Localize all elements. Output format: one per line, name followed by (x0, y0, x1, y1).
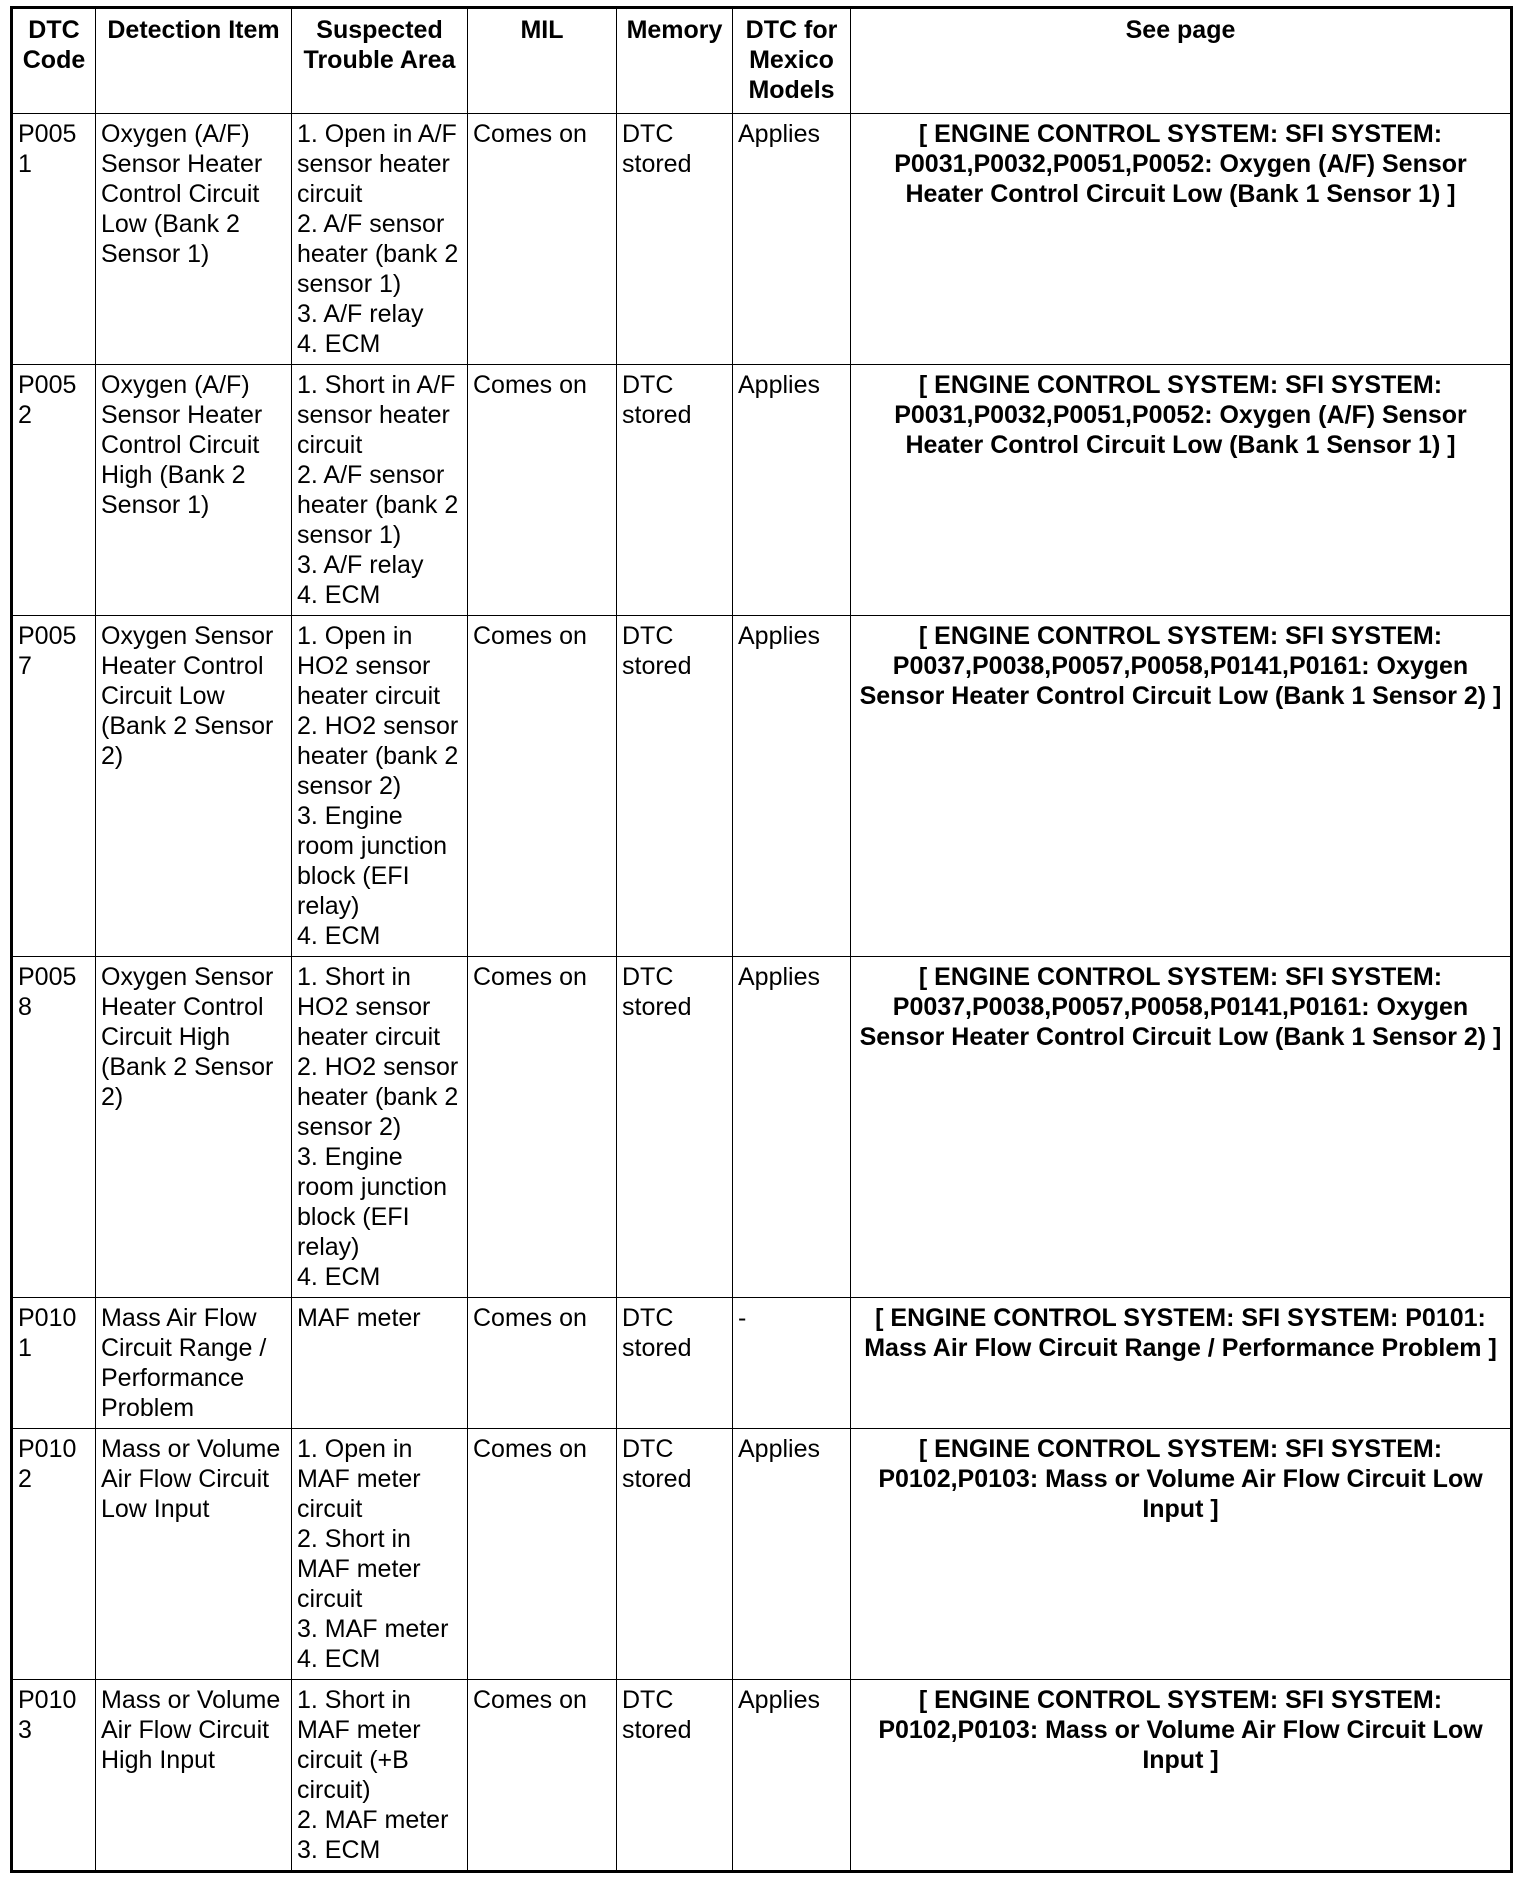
table-row (12, 365, 1512, 616)
cell-line: Oxygen (A/F) (101, 371, 250, 399)
cell-line: Input ] (1142, 1746, 1219, 1774)
cell-line: Air Flow Circuit (101, 1716, 270, 1744)
suspected-trouble-area-cell (292, 957, 468, 1298)
cell-line: DTC (622, 1686, 674, 1714)
header-memory (617, 8, 733, 114)
memory-cell (617, 114, 733, 365)
cell-line: [ ENGINE CONTROL SYSTEM: SFI SYSTEM: (918, 1686, 1443, 1714)
see-page-link[interactable] (851, 1298, 1512, 1429)
cell-line: DTC (622, 963, 674, 991)
cell-line: 1. Open in A/F (297, 120, 457, 148)
cell-line: circuit) (297, 1776, 371, 1804)
cell-line: 4. ECM (297, 1263, 381, 1291)
cell-line: 1. Open in (297, 1435, 413, 1463)
cell-line: Heater Control Circuit Low (Bank 1 Sensor 1) ] (905, 180, 1456, 208)
dtc-code-cell: P0058 (12, 957, 96, 1298)
mexico-models-cell: Applies (733, 1680, 851, 1872)
cell-line: MAF meter (297, 1716, 421, 1744)
dtc-code-cell: P0101 (12, 1298, 96, 1429)
cell-line: stored (622, 652, 692, 680)
cell-line: P0037,P0038,P0057,P0058,P0141,P0161: Oxygen (892, 993, 1469, 1021)
table-row (12, 616, 1512, 957)
cell-line: heater circuit (297, 682, 441, 710)
cell-line: heater (bank 2 (297, 1083, 459, 1111)
cell-line: Detection Item (107, 16, 280, 44)
table-row (12, 1680, 1512, 1872)
cell-line: [ ENGINE CONTROL SYSTEM: SFI SYSTEM: (918, 963, 1443, 991)
cell-line: Sensor 1) (101, 240, 210, 268)
cell-line: MIL (520, 16, 564, 44)
cell-line: relay) (297, 1233, 360, 1261)
cell-line: 2. MAF meter (297, 1806, 449, 1834)
suspected-trouble-area-cell (292, 1680, 468, 1872)
cell-line: 2. A/F sensor (297, 461, 445, 489)
mexico-models-cell: Applies (733, 365, 851, 616)
cell-line: 1. Open in (297, 622, 413, 650)
mil-cell: Comes on (468, 957, 617, 1298)
mexico-models-cell: Applies (733, 957, 851, 1298)
cell-line: circuit (297, 431, 363, 459)
memory-cell (617, 1429, 733, 1680)
cell-line: P0102,P0103: Mass or Volume Air Flow Circuit Low (878, 1465, 1483, 1493)
cell-line: 4. ECM (297, 330, 381, 358)
cell-line: DTC for (745, 16, 838, 44)
table-body (12, 114, 1512, 1872)
memory-cell (617, 1680, 733, 1872)
mexico-models-cell: Applies (733, 114, 851, 365)
cell-line: Sensor Heater (101, 150, 263, 178)
cell-line: 2. HO2 sensor (297, 1053, 459, 1081)
detection-item-cell (96, 1680, 292, 1872)
memory-cell (617, 365, 733, 616)
header-row (12, 8, 1512, 114)
cell-line: P0102,P0103: Mass or Volume Air Flow Circuit Low (878, 1716, 1483, 1744)
cell-line: 1. Short in (297, 1686, 411, 1714)
cell-line: 3. ECM (297, 1836, 381, 1864)
header-see-page (851, 8, 1512, 114)
cell-line: sensor 1) (297, 521, 402, 549)
dtc-code-cell: P0103 (12, 1680, 96, 1872)
cell-line: Mass Air Flow Circuit Range / Performance Problem ] (864, 1334, 1497, 1362)
cell-line: (Bank 2 Sensor (101, 1053, 274, 1081)
cell-line: MAF meter (297, 1304, 421, 1332)
cell-line: 4. ECM (297, 1645, 381, 1673)
cell-line: heater circuit (297, 1023, 441, 1051)
suspected-trouble-area-cell (292, 114, 468, 365)
cell-line: High Input (101, 1746, 215, 1774)
table-row (12, 957, 1512, 1298)
mexico-models-cell: - (733, 1298, 851, 1429)
cell-line: Input ] (1142, 1495, 1219, 1523)
cell-line: [ ENGINE CONTROL SYSTEM: SFI SYSTEM: (918, 371, 1443, 399)
mil-cell: Comes on (468, 616, 617, 957)
table-row (12, 1298, 1512, 1429)
cell-line: heater (bank 2 (297, 742, 459, 770)
cell-line: Mass or Volume (101, 1686, 281, 1714)
mil-cell: Comes on (468, 1680, 617, 1872)
memory-cell (617, 957, 733, 1298)
header-suspected-trouble-area (292, 8, 468, 114)
cell-line: Sensor Heater Control Circuit Low (Bank 1 Sensor 2) ] (859, 682, 1502, 710)
cell-line: MAF meter (297, 1555, 421, 1583)
cell-line: Mexico (749, 46, 834, 74)
cell-line: DTC (622, 622, 674, 650)
dtc-code-cell: P0102 (12, 1429, 96, 1680)
cell-line: heater (bank 2 (297, 491, 459, 519)
cell-line: See page (1125, 16, 1236, 44)
cell-line: Heater Control Circuit Low (Bank 1 Sensor 1) ] (905, 431, 1456, 459)
cell-line: circuit (297, 1585, 363, 1613)
cell-line: [ ENGINE CONTROL SYSTEM: SFI SYSTEM: P0101: (875, 1304, 1486, 1332)
cell-line: 4. ECM (297, 581, 381, 609)
cell-line: P0037,P0038,P0057,P0058,P0141,P0161: Oxygen (892, 652, 1469, 680)
cell-line: sensor 1) (297, 270, 402, 298)
cell-line: Performance (101, 1364, 245, 1392)
cell-line: sensor 2) (297, 772, 402, 800)
cell-line: Heater Control (101, 652, 264, 680)
cell-line: 2. Short in (297, 1525, 411, 1553)
suspected-trouble-area-cell (292, 1298, 468, 1429)
cell-line: Memory (626, 16, 723, 44)
cell-line: 3. Engine (297, 802, 403, 830)
see-page-link[interactable] (851, 365, 1512, 616)
memory-cell (617, 1298, 733, 1429)
cell-line: Control Circuit (101, 431, 260, 459)
cell-line: circuit (+B (297, 1746, 409, 1774)
suspected-trouble-area-cell (292, 616, 468, 957)
see-page-link[interactable] (851, 957, 1512, 1298)
cell-line: Oxygen (A/F) (101, 120, 250, 148)
dtc-code-cell: P0051 (12, 114, 96, 365)
mexico-models-cell: Applies (733, 1429, 851, 1680)
cell-line: stored (622, 150, 692, 178)
header-dtc-for-mexico-models (733, 8, 851, 114)
cell-line: block (EFI (297, 1203, 410, 1231)
detection-item-cell (96, 114, 292, 365)
detection-item-cell (96, 616, 292, 957)
cell-line: 2. HO2 sensor (297, 712, 459, 740)
mexico-models-cell: Applies (733, 616, 851, 957)
cell-line: (Bank 2 Sensor (101, 712, 274, 740)
cell-line: DTC (28, 16, 80, 44)
cell-line: DTC (622, 1304, 674, 1332)
cell-line: block (EFI (297, 862, 410, 890)
cell-line: sensor heater (297, 401, 450, 429)
dtc-table (10, 6, 1513, 1873)
cell-line: Circuit Low (101, 682, 225, 710)
cell-line: relay) (297, 892, 360, 920)
header-dtc-code (12, 8, 96, 114)
cell-line: stored (622, 1716, 692, 1744)
cell-line: Code (22, 46, 86, 74)
cell-line: Sensor 1) (101, 491, 210, 519)
cell-line: room junction (297, 832, 448, 860)
cell-line: Low (Bank 2 (101, 210, 240, 238)
cell-line: P0031,P0032,P0051,P0052: Oxygen (A/F) Sensor (894, 401, 1467, 429)
cell-line: Air Flow Circuit (101, 1465, 270, 1493)
cell-line: sensor 2) (297, 1113, 402, 1141)
cell-line: stored (622, 1334, 692, 1362)
cell-line: Low Input (101, 1495, 210, 1523)
header-detection-item (96, 8, 292, 114)
cell-line: 4. ECM (297, 922, 381, 950)
cell-line: Problem (101, 1394, 195, 1422)
cell-line: Sensor Heater Control Circuit Low (Bank 1 Sensor 2) ] (859, 1023, 1502, 1051)
cell-line: Circuit Range / (101, 1334, 267, 1362)
cell-line: heater (bank 2 (297, 240, 459, 268)
cell-line: Mass or Volume (101, 1435, 281, 1463)
detection-item-cell (96, 365, 292, 616)
cell-line: [ ENGINE CONTROL SYSTEM: SFI SYSTEM: (918, 120, 1443, 148)
cell-line: Oxygen Sensor (101, 622, 274, 650)
detection-item-cell (96, 1298, 292, 1429)
cell-line: 3. A/F relay (297, 551, 424, 579)
mil-cell: Comes on (468, 114, 617, 365)
see-page-link[interactable] (851, 616, 1512, 957)
cell-line: DTC (622, 371, 674, 399)
cell-line: 2. A/F sensor (297, 210, 445, 238)
cell-line: 1. Short in (297, 963, 411, 991)
cell-line: 3. MAF meter (297, 1615, 449, 1643)
header-mil (468, 8, 617, 114)
see-page-link[interactable] (851, 1429, 1512, 1680)
cell-line: High (Bank 2 (101, 461, 246, 489)
cell-line: HO2 sensor (297, 652, 431, 680)
cell-line: 2) (101, 742, 124, 770)
cell-line: [ ENGINE CONTROL SYSTEM: SFI SYSTEM: (918, 1435, 1443, 1463)
cell-line: Suspected (316, 16, 443, 44)
cell-line: Control Circuit (101, 180, 260, 208)
suspected-trouble-area-cell (292, 1429, 468, 1680)
detection-item-cell (96, 1429, 292, 1680)
cell-line: stored (622, 993, 692, 1021)
table-row (12, 114, 1512, 365)
cell-line: P0031,P0032,P0051,P0052: Oxygen (A/F) Sensor (894, 150, 1467, 178)
cell-line: DTC (622, 1435, 674, 1463)
cell-line: circuit (297, 180, 363, 208)
cell-line: 3. Engine (297, 1143, 403, 1171)
cell-line: Heater Control (101, 993, 264, 1021)
memory-cell (617, 616, 733, 957)
cell-line: Mass Air Flow (101, 1304, 257, 1332)
cell-line: Sensor Heater (101, 401, 263, 429)
mil-cell: Comes on (468, 1429, 617, 1680)
table-header (12, 8, 1512, 114)
see-page-link[interactable] (851, 114, 1512, 365)
cell-line: stored (622, 1465, 692, 1493)
mil-cell: Comes on (468, 1298, 617, 1429)
see-page-link[interactable] (851, 1680, 1512, 1872)
suspected-trouble-area-cell (292, 365, 468, 616)
cell-line: Trouble Area (303, 46, 456, 74)
dtc-code-cell: P0052 (12, 365, 96, 616)
cell-line: 1. Short in A/F (297, 371, 456, 399)
cell-line: sensor heater (297, 150, 450, 178)
table-row (12, 1429, 1512, 1680)
dtc-code-cell: P0057 (12, 616, 96, 957)
cell-line: Circuit High (101, 1023, 231, 1051)
cell-line: [ ENGINE CONTROL SYSTEM: SFI SYSTEM: (918, 622, 1443, 650)
cell-line: HO2 sensor (297, 993, 431, 1021)
cell-line: room junction (297, 1173, 448, 1201)
cell-line: stored (622, 401, 692, 429)
cell-line: circuit (297, 1495, 363, 1523)
cell-line: MAF meter (297, 1465, 421, 1493)
cell-line: 3. A/F relay (297, 300, 424, 328)
cell-line: 2) (101, 1083, 124, 1111)
cell-line: Models (748, 76, 835, 104)
detection-item-cell (96, 957, 292, 1298)
cell-line: DTC (622, 120, 674, 148)
cell-line: Oxygen Sensor (101, 963, 274, 991)
mil-cell: Comes on (468, 365, 617, 616)
